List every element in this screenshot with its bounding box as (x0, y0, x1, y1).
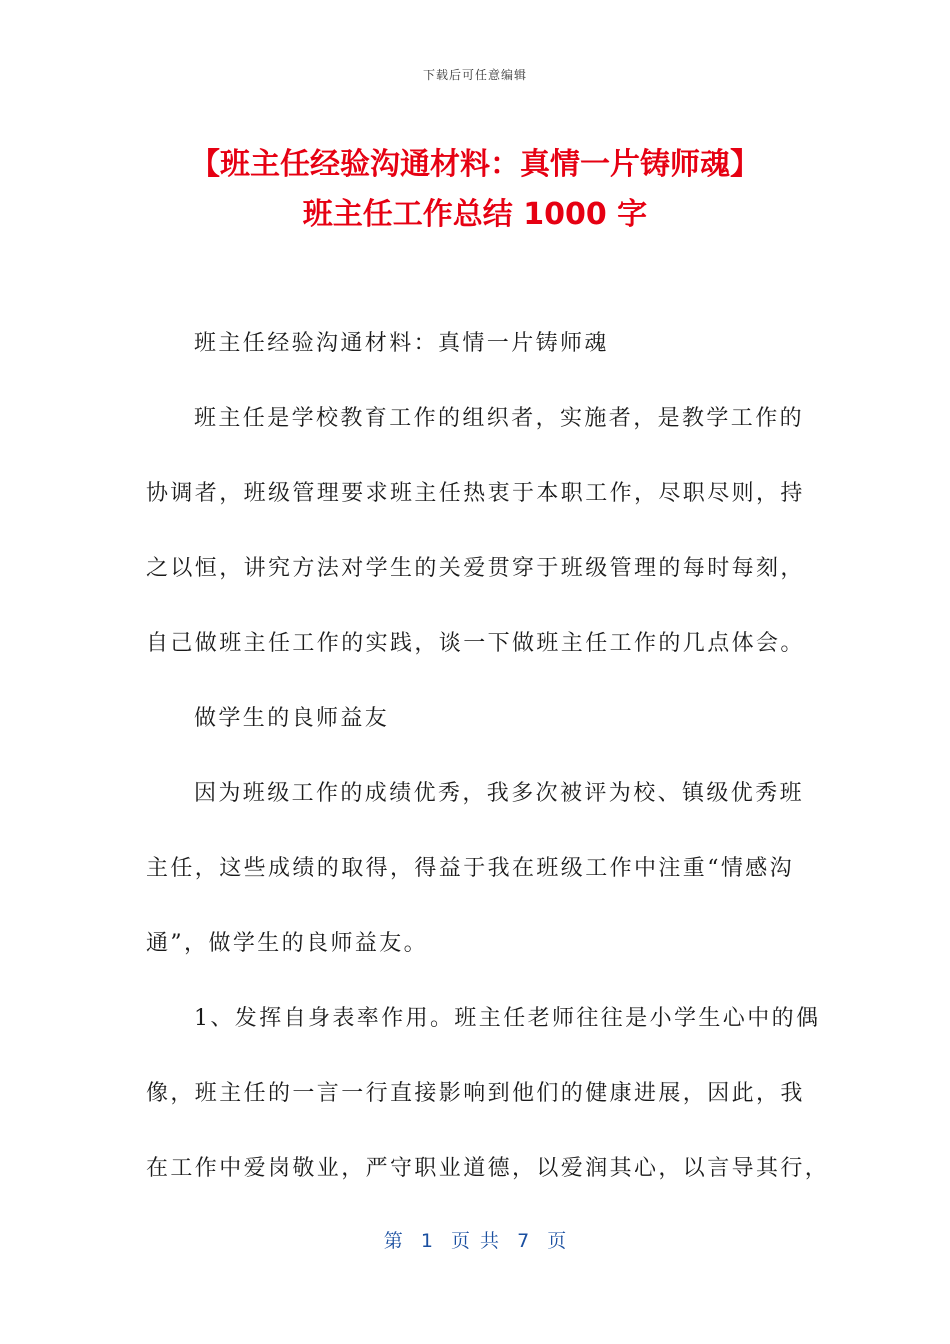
footer-page-number: 1 (420, 1230, 433, 1252)
body-line: 班主任是学校教育工作的组织者，实施者，是教学工作的 (194, 406, 805, 431)
body-line-subheading: 做学生的良师益友 (194, 706, 390, 731)
body-line: 通”，做学生的良师益友。 (146, 931, 429, 956)
body-line: 主任，这些成绩的取得，得益于我在班级工作中注重“情感沟 (146, 856, 795, 881)
footer-prefix: 第 (383, 1230, 403, 1252)
document-body (146, 318, 830, 1218)
title-line-1: 【班主任经验沟通材料：真情一片铸师魂】 (190, 147, 760, 182)
footer-suffix: 页 (547, 1230, 567, 1252)
footer-total-pages: 7 (517, 1230, 530, 1252)
title-line-2: 班主任工作总结 1000 字 (302, 197, 648, 232)
body-line: 自己做班主任工作的实践，谈一下做班主任工作的几点体会。 (146, 631, 805, 656)
body-line: 因为班级工作的成绩优秀，我多次被评为校、镇级优秀班 (194, 781, 805, 806)
page-footer (0, 1226, 950, 1253)
body-line: 像，班主任的一言一行直接影响到他们的健康进展，因此，我 (146, 1081, 805, 1106)
document-title (60, 140, 890, 240)
body-line: 之以恒，讲究方法对学生的关爱贯穿于班级管理的每时每刻， (146, 556, 805, 581)
body-line: 在工作中爱岗敬业，严守职业道德，以爱润其心，以言导其行， (146, 1156, 830, 1181)
body-line-heading: 班主任经验沟通材料：真情一片铸师魂 (194, 331, 609, 356)
header-note: 下载后可任意编辑 (422, 68, 527, 82)
body-line: 1、发挥自身表率作用。班主任老师往往是小学生心中的偶 (194, 1006, 821, 1031)
body-line: 协调者，班级管理要求班主任热衷于本职工作，尽职尽则，持 (146, 481, 805, 506)
footer-middle: 页 共 (450, 1230, 500, 1252)
